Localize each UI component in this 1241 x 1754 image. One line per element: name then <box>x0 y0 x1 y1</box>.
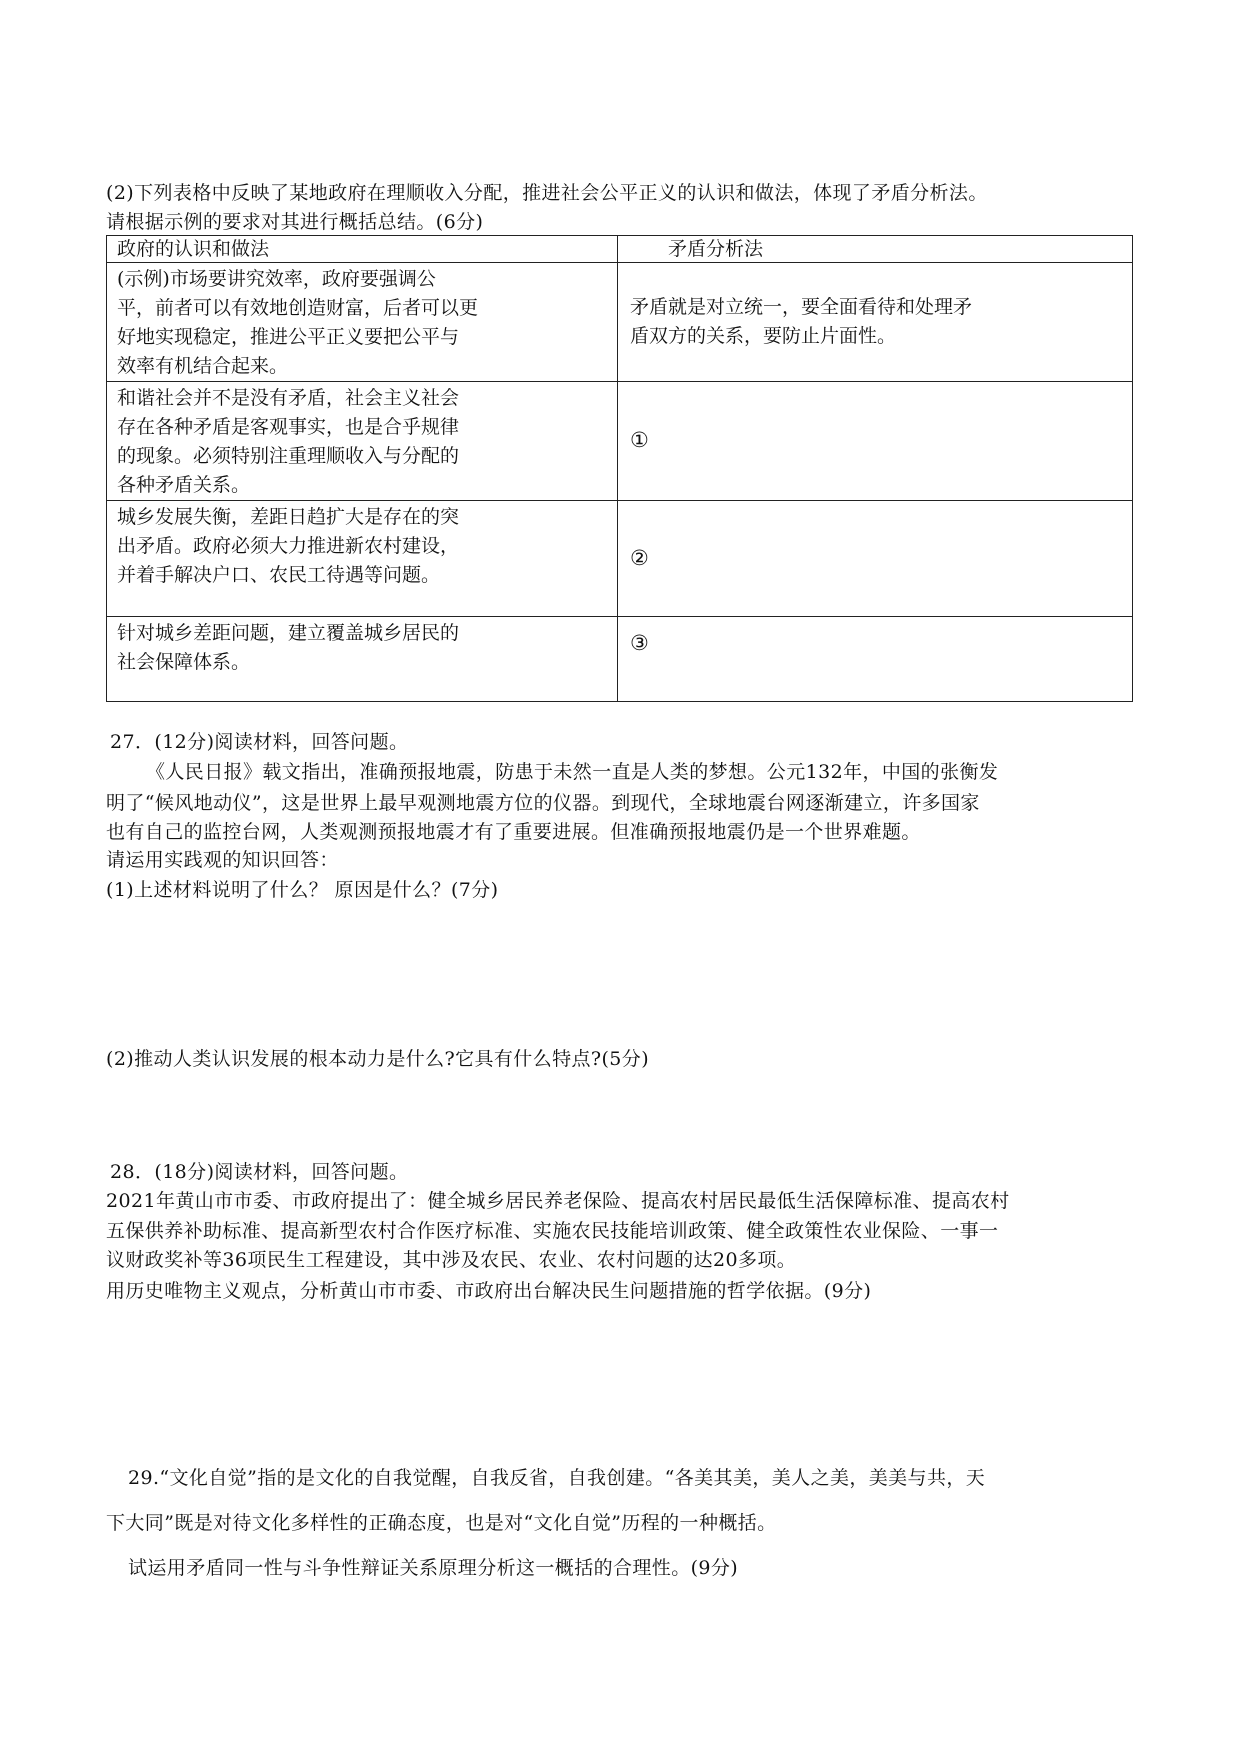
header-right-text: 矛盾分析法 <box>668 238 764 260</box>
row-1-left <box>107 382 618 501</box>
cell-line: 效率有机结合起来。 <box>117 355 289 377</box>
q28-title: 28．(18分)阅读材料，回答问题。 <box>110 1161 409 1183</box>
cell-line: 并着手解决户口、农民工待遇等问题。 <box>117 564 441 586</box>
cell-line: 城乡发展失衡，差距日趋扩大是存在的突 <box>117 506 460 528</box>
q29-line2: 下大同”既是对待文化多样性的正确态度，也是对“文化自觉”历程的一种概括。 <box>106 1512 777 1534</box>
answer-cell-2[interactable] <box>618 501 1133 617</box>
answer-marker-2: ② <box>630 545 649 570</box>
q26-2-intro-line2: 请根据示例的要求对其进行概括总结。(6分) <box>106 211 484 233</box>
q27-instruction: 请运用实践观的知识回答： <box>106 849 339 871</box>
q27-sub1: (1)上述材料说明了什么？ 原因是什么？(7分) <box>106 879 499 901</box>
q28-para-line3: 议财政奖补等36项民生工程建设，其中涉及农民、农业、农村问题的达20多项。 <box>106 1249 797 1271</box>
cell-line: 的现象。必须特别注重理顺收入与分配的 <box>117 445 460 467</box>
row-3-left <box>107 617 618 702</box>
cell-line: 盾双方的关系，要防止片面性。 <box>630 325 897 347</box>
q28-para-line2: 五保供养补助标准、提高新型农村合作医疗标准、实施农民技能培训政策、健全政策性农业保险、一事一 <box>106 1220 999 1242</box>
header-left-text: 政府的认识和做法 <box>117 238 270 260</box>
q27-para-line3: 也有自己的监控台网，人类观测预报地震才有了重要进展。但准确预报地震仍是一个世界难题。 <box>106 821 921 843</box>
q28-question: 用历史唯物主义观点，分析黄山市市委、市政府出台解决民生问题措施的哲学依据。(9分) <box>106 1280 872 1302</box>
answer-cell-3[interactable] <box>618 617 1133 702</box>
contradiction-analysis-table <box>106 235 1133 702</box>
cell-line: (示例)市场要讲究效率，政府要强调公 <box>117 268 436 290</box>
q28-para-line1: 2021年黄山市市委、市政府提出了：健全城乡居民养老保险、提高农村居民最低生活保障标准、提高农村 <box>106 1190 1010 1212</box>
cell-line: 平，前者可以有效地创造财富，后者可以更 <box>117 297 479 319</box>
header-contradiction-method <box>618 236 1133 263</box>
cell-line: 矛盾就是对立统一，要全面看待和处理矛 <box>630 296 973 318</box>
cell-line: 和谐社会并不是没有矛盾，社会主义社会 <box>117 387 460 409</box>
table-row <box>107 617 1133 702</box>
row-2-left <box>107 501 618 617</box>
q27-para-line1: 《人民日报》载文指出，准确预报地震，防患于未然一直是人类的梦想。公元132年，中国的张衡发 <box>146 761 999 783</box>
answer-cell-1[interactable] <box>618 382 1133 501</box>
q27-title: 27．(12分)阅读材料，回答问题。 <box>110 731 409 753</box>
q27-sub2: (2)推动人类认识发展的根本动力是什么?它具有什么特点?(5分) <box>106 1048 650 1070</box>
q27-para-line2: 明了“候风地动仪”，这是世界上最早观测地震方位的仪器。到现代，全球地震台网逐渐建立，许多国家 <box>106 792 980 814</box>
q29-line1: 29.“文化自觉”指的是文化的自我觉醒，自我反省，自我创建。“各美其美，美人之美，美美与共，天 <box>128 1467 986 1489</box>
cell-line: 各种矛盾关系。 <box>117 474 251 496</box>
header-government-actions <box>107 236 618 263</box>
table-header-row <box>107 236 1133 263</box>
table-row <box>107 501 1133 617</box>
table-row <box>107 263 1133 382</box>
answer-marker-1: ① <box>630 428 649 452</box>
cell-line: 好地实现稳定，推进公平正义要把公平与 <box>117 326 460 348</box>
cell-line: 针对城乡差距问题，建立覆盖城乡居民的 <box>117 622 460 644</box>
cell-line: 存在各种矛盾是客观事实，也是合乎规律 <box>117 416 460 438</box>
table-row <box>107 382 1133 501</box>
q26-2-intro-line1: (2)下列表格中反映了某地政府在理顺收入分配，推进社会公平正义的认识和做法，体现了矛盾分析法。 <box>106 182 988 204</box>
row-example-right <box>618 263 1133 382</box>
row-example-left <box>107 263 618 382</box>
cell-line: 出矛盾。政府必须大力推进新农村建设， <box>117 535 460 557</box>
cell-line: 社会保障体系。 <box>117 651 251 673</box>
q29-question: 试运用矛盾同一性与斗争性辩证关系原理分析这一概括的合理性。(9分) <box>128 1557 739 1579</box>
answer-marker-3: ③ <box>630 631 649 655</box>
